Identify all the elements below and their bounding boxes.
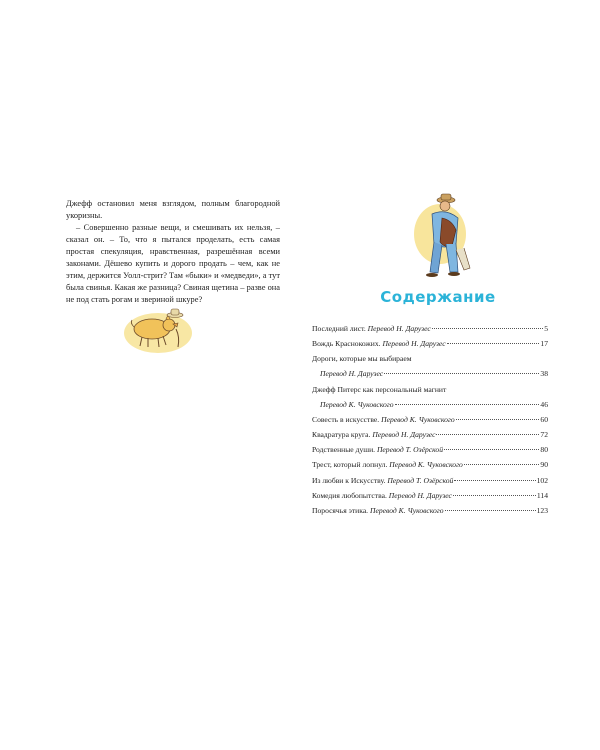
paragraph: – Совершенно разные вещи, и смешивать их нельзя, – сказал он. – То, что я пытался проделать, есть самая простая спекуляция, нравственная, разрешённая всеми законами. Дёшево купить и дорого продать – чем, как не этим, держится Уолл-стрит? Там «быки» и «медведи», а тут была свинья. Какая же разница? Свиная щетина – разве она не под стать рогам и звериной шкуре? bbox=[66, 223, 280, 304]
toc-page-number: 38 bbox=[540, 369, 548, 379]
pig-illustration bbox=[118, 299, 198, 359]
toc-entry[interactable] bbox=[312, 459, 548, 470]
toc-page-number: 60 bbox=[540, 414, 548, 424]
toc-leader bbox=[384, 373, 539, 374]
toc-title: Совесть в искусстве. bbox=[312, 414, 380, 424]
toc-page-number: 46 bbox=[540, 399, 548, 409]
toc-title: Поросячья этика. bbox=[312, 505, 369, 515]
toc-translator: Перевод Н. Дарузес bbox=[367, 324, 431, 333]
toc-leader bbox=[447, 343, 540, 344]
toc-entry[interactable] bbox=[312, 429, 548, 440]
toc-title: Из любви к Искусству. bbox=[312, 475, 386, 485]
toc-title: Родственные души. bbox=[312, 445, 376, 455]
toc-translator: Перевод К. Чуковского bbox=[370, 505, 444, 515]
toc-title: Квадратура круга. bbox=[312, 429, 371, 439]
toc-page-number: 5 bbox=[544, 324, 548, 333]
toc-title: Последний лист. bbox=[312, 324, 366, 333]
toc-translator: Перевод К. Чуковского bbox=[320, 399, 394, 409]
two-men-illustration bbox=[412, 192, 480, 282]
toc-page-number: 17 bbox=[540, 339, 548, 349]
toc-leader bbox=[456, 419, 540, 420]
left-page-text bbox=[66, 198, 280, 306]
toc-title: Вождь Краснокожих. bbox=[312, 339, 381, 349]
toc-title: Трест, который лопнул. bbox=[312, 460, 388, 470]
toc-translator: Перевод Т. Озёрской bbox=[376, 445, 443, 455]
toc-translator: Перевод Н. Дарузес bbox=[388, 490, 452, 500]
toc-translator: Перевод Н. Дарузес bbox=[372, 429, 436, 439]
toc-title: Дороги, которые мы выбираем bbox=[312, 354, 412, 364]
toc-leader bbox=[436, 434, 539, 435]
toc-page-number: 72 bbox=[540, 429, 548, 439]
toc-heading: Содержание bbox=[380, 288, 496, 306]
toc-page-number: 90 bbox=[540, 460, 548, 470]
toc-translator: Перевод К. Чуковского bbox=[381, 414, 455, 424]
toc-page-number: 102 bbox=[536, 475, 548, 485]
toc-page-number: 80 bbox=[540, 445, 548, 455]
toc-entry[interactable] bbox=[312, 490, 548, 501]
toc-entry[interactable] bbox=[312, 414, 548, 425]
toc-translator: Перевод Т. Озёрской bbox=[387, 475, 454, 485]
toc-leader bbox=[395, 404, 540, 405]
toc-entry[interactable] bbox=[312, 475, 548, 486]
toc-translator: Перевод К. Чуковского bbox=[389, 460, 463, 470]
toc-translator: Перевод Н. Дарузес bbox=[320, 369, 384, 379]
toc-entry[interactable] bbox=[312, 505, 548, 516]
toc-leader bbox=[464, 464, 540, 465]
toc-entry[interactable] bbox=[312, 338, 548, 349]
toc-leader bbox=[444, 449, 539, 450]
toc-leader bbox=[432, 328, 543, 329]
toc-entry[interactable] bbox=[312, 353, 548, 379]
paragraph: Джефф остановил меня взглядом, полным благородной укоризны. bbox=[66, 199, 280, 220]
toc-page-number: 114 bbox=[536, 490, 548, 500]
toc-leader bbox=[454, 480, 535, 481]
toc-leader bbox=[453, 495, 536, 496]
toc-entry[interactable] bbox=[312, 323, 548, 334]
toc-translator: Перевод Н. Дарузес bbox=[382, 339, 446, 349]
toc-page-number: 123 bbox=[536, 505, 548, 515]
toc-entry[interactable] bbox=[312, 384, 548, 410]
toc-entry[interactable] bbox=[312, 444, 548, 455]
toc-title: Джефф Питерс как персональный магнит bbox=[312, 384, 447, 394]
toc-leader bbox=[445, 510, 536, 511]
table-of-contents bbox=[312, 323, 548, 520]
toc-title: Комедия любопытства. bbox=[312, 490, 387, 500]
